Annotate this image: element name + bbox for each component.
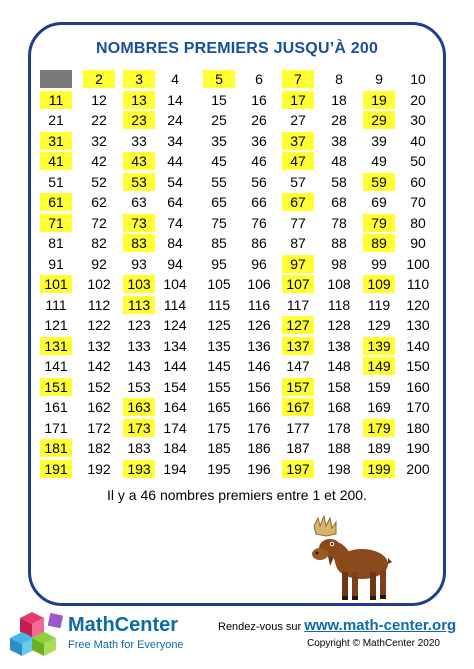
grid-cell: 135 (207, 337, 231, 354)
grid-cell: 27 (290, 112, 306, 128)
grid-cell: 170 (406, 399, 430, 415)
grid-cell: 78 (331, 214, 347, 231)
grid-cell: 121 (44, 317, 68, 333)
moose-illustration (308, 512, 394, 602)
grid-cell: 198 (327, 460, 351, 477)
grid-cell: 172 (87, 419, 111, 436)
visit-prefix: Rendez-vous sur (218, 621, 302, 633)
grid-cell: 40 (410, 132, 426, 149)
grid-cell: 128 (327, 317, 351, 333)
grid-cell: 30 (410, 112, 426, 128)
grid-cell: 44 (167, 153, 183, 169)
grid-cell: 118 (327, 296, 351, 313)
grid-cell: 45 (211, 153, 227, 169)
grid-cell: 141 (44, 358, 68, 374)
grid-cell-prime: 113 (123, 296, 155, 314)
grid-cell-prime: 139 (363, 337, 395, 355)
grid-cell-prime: 103 (123, 275, 155, 293)
summary-text: Il y a 46 nombres premiers entre 1 et 200. (107, 487, 367, 503)
grid-cell: 189 (367, 440, 391, 456)
grid-cell: 32 (91, 132, 107, 149)
grid-cell: 175 (207, 419, 231, 436)
grid-cell-prime: 7 (282, 70, 314, 88)
grid-cell: 112 (87, 296, 111, 313)
grid-cell-prime: 89 (363, 234, 395, 252)
grid-cell: 38 (331, 132, 347, 149)
grid-cell: 9 (375, 71, 383, 87)
grid-cell-prime: 97 (282, 255, 314, 273)
grid-cell-prime: 43 (123, 152, 155, 170)
grid-cell: 115 (207, 296, 231, 313)
grid-cell: 182 (87, 440, 111, 456)
grid-cell-prime: 47 (282, 152, 314, 170)
grid-cell-prime: 173 (123, 419, 155, 437)
grid-cell: 95 (211, 255, 227, 272)
grid-cell: 82 (91, 235, 107, 251)
grid-cell: 111 (45, 296, 67, 313)
grid-cell: 34 (167, 132, 183, 149)
grid-cell: 125 (207, 317, 231, 333)
brand-name: MathCenter (68, 614, 179, 636)
grid-cell: 15 (211, 91, 227, 108)
grid-cell: 177 (286, 419, 310, 436)
grid-cell: 20 (410, 91, 426, 108)
grid-cell: 124 (163, 317, 187, 333)
grid-cell: 56 (251, 173, 267, 190)
grid-cell: 80 (410, 214, 426, 231)
grid-cell-prime: 181 (40, 439, 72, 457)
grid-cell: 196 (247, 460, 271, 477)
grid-cell: 162 (87, 399, 111, 415)
grid-cell: 192 (87, 460, 111, 477)
grid-cell: 86 (251, 235, 267, 251)
grid-cell-prime: 37 (282, 132, 314, 150)
grid-cell: 156 (247, 378, 271, 395)
grid-cell: 133 (127, 337, 151, 354)
grid-cell-prime: 157 (282, 378, 314, 396)
grid-cell: 166 (247, 399, 271, 415)
grid-cell-prime: 29 (363, 111, 395, 129)
grid-cell: 10 (410, 71, 426, 87)
grid-cell: 186 (247, 440, 271, 456)
grid-cell-prime: 131 (40, 337, 72, 355)
grid-cell: 54 (167, 173, 183, 190)
grid-cell: 161 (44, 399, 68, 415)
grid-cell: 100 (406, 255, 430, 272)
grid-cell: 14 (167, 91, 183, 108)
grid-cell: 77 (290, 214, 306, 231)
grid-cell: 119 (367, 296, 391, 313)
grid-cell: 87 (290, 235, 306, 251)
grid-cell: 136 (247, 337, 271, 354)
grid-cell-prime: 101 (40, 275, 72, 293)
grid-cell: 76 (251, 214, 267, 231)
copyright-text: Copyright © MathCenter 2020 (307, 638, 440, 649)
grid-cell: 140 (406, 337, 430, 354)
grid-cell: 153 (127, 378, 151, 395)
page-title: NOMBRES PREMIERS JUSQU’À 200 (95, 40, 379, 57)
grid-cell-prime: 19 (363, 91, 395, 109)
grid-cell: 36 (251, 132, 267, 149)
grid-cell: 99 (371, 255, 387, 272)
grid-cell: 188 (327, 440, 351, 456)
grid-cell: 176 (247, 419, 271, 436)
grid-cell: 8 (335, 71, 343, 87)
grid-cell-prime: 73 (123, 214, 155, 232)
grid-cell-prime: 11 (40, 91, 72, 109)
grid-cell: 72 (91, 214, 107, 231)
grid-cell: 69 (371, 194, 387, 210)
grid-cell: 102 (87, 276, 111, 292)
grid-cell: 60 (410, 173, 426, 190)
grid-cell: 66 (251, 194, 267, 210)
grid-cell: 148 (327, 358, 351, 374)
grid-cell-prime: 167 (282, 398, 314, 416)
grid-cell: 155 (207, 378, 231, 395)
grid-cell: 85 (211, 235, 227, 251)
grid-cell-prime: 107 (282, 275, 314, 293)
grid-cell: 164 (163, 399, 187, 415)
grid-cell: 25 (211, 112, 227, 128)
grid-cell: 49 (371, 153, 387, 169)
grid-cell: 116 (247, 296, 271, 313)
grid-cell: 160 (406, 378, 430, 395)
grid-cell: 75 (211, 214, 227, 231)
grid-cell: 63 (131, 194, 147, 210)
grid-cell: 16 (251, 91, 267, 108)
grid-cell-prime: 163 (123, 398, 155, 416)
grid-cell: 24 (167, 112, 183, 128)
grid-cell: 55 (211, 173, 227, 190)
grid-cell-prime: 193 (123, 460, 155, 478)
grid-cell: 130 (406, 317, 430, 333)
grid-cell: 144 (163, 358, 187, 374)
grid-cell: 126 (247, 317, 271, 333)
grid-cell: 123 (127, 317, 151, 333)
grid-cell: 150 (406, 358, 430, 374)
grid-cell: 152 (87, 378, 111, 395)
grid-cell: 158 (327, 378, 351, 395)
grid-cell: 12 (91, 91, 107, 108)
grid-cell: 84 (167, 235, 183, 251)
grid-cell: 92 (91, 255, 107, 272)
grid-cell: 104 (163, 276, 187, 292)
grid-cell-prime: 5 (203, 70, 235, 88)
grid-cell: 147 (286, 358, 310, 374)
website-link[interactable]: www.math-center.org (304, 617, 457, 634)
grid-cell: 190 (406, 440, 430, 456)
grid-cell: 165 (207, 399, 231, 415)
grid-cell: 58 (331, 173, 347, 190)
grid-cell: 88 (331, 235, 347, 251)
grid-cell: 33 (131, 132, 147, 149)
grid-cell-prime: 109 (363, 275, 395, 293)
grid-cell-prime: 67 (282, 193, 314, 211)
grid-cell: 129 (367, 317, 391, 333)
grid-cell: 93 (131, 255, 147, 272)
grid-cell: 200 (406, 460, 430, 477)
grid-cell: 68 (331, 194, 347, 210)
grid-cell: 168 (327, 399, 351, 415)
grid-cell: 35 (211, 132, 227, 149)
grid-cell: 110 (406, 276, 430, 292)
grid-cell: 4 (171, 71, 179, 87)
grid-cell: 91 (48, 255, 64, 272)
grid-cell: 21 (48, 112, 64, 128)
grid-cell: 22 (91, 112, 107, 128)
grid-cell: 194 (163, 460, 187, 477)
grid-cell: 51 (48, 173, 64, 190)
grid-cell-one (40, 70, 72, 88)
grid-cell: 122 (87, 317, 111, 333)
grid-cell: 52 (91, 173, 107, 190)
grid-cell: 178 (327, 419, 351, 436)
grid-cell: 50 (410, 153, 426, 169)
grid-cell-prime: 3 (123, 70, 155, 88)
grid-cell: 132 (87, 337, 111, 354)
grid-cell-prime: 17 (282, 91, 314, 109)
grid-cell: 185 (207, 440, 231, 456)
grid-cell: 98 (331, 255, 347, 272)
grid-cell-prime: 191 (40, 460, 72, 478)
grid-cell: 26 (251, 112, 267, 128)
grid-cell: 48 (331, 153, 347, 169)
grid-cell: 96 (251, 255, 267, 272)
grid-cell: 138 (327, 337, 351, 354)
grid-cell-prime: 127 (282, 316, 314, 334)
grid-cell: 28 (331, 112, 347, 128)
grid-cell-prime: 199 (363, 460, 395, 478)
grid-cell: 142 (87, 358, 111, 374)
visit-line (218, 617, 456, 634)
grid-cell-prime: 23 (123, 111, 155, 129)
grid-cell: 39 (371, 132, 387, 149)
grid-cell: 74 (167, 214, 183, 231)
grid-cell-prime: 151 (40, 378, 72, 396)
grid-cell-prime: 179 (363, 419, 395, 437)
grid-cell-prime: 137 (282, 337, 314, 355)
grid-cell: 171 (44, 419, 68, 436)
grid-cell: 81 (48, 235, 64, 251)
grid-cell: 105 (207, 276, 231, 292)
grid-cell-prime: 79 (363, 214, 395, 232)
grid-cell: 195 (207, 460, 231, 477)
grid-cell-prime: 149 (363, 357, 395, 375)
grid-cell: 65 (211, 194, 227, 210)
grid-cell: 174 (163, 419, 187, 436)
grid-cell: 187 (286, 440, 310, 456)
grid-cell: 106 (247, 276, 271, 292)
mathcenter-logo-icon (8, 608, 68, 658)
grid-cell-prime: 83 (123, 234, 155, 252)
grid-cell: 6 (255, 71, 263, 87)
grid-cell: 64 (167, 194, 183, 210)
grid-cell: 146 (247, 358, 271, 374)
grid-cell: 42 (91, 153, 107, 169)
grid-cell: 134 (163, 337, 187, 354)
grid-cell-prime: 31 (40, 132, 72, 150)
grid-cell: 154 (163, 378, 187, 395)
grid-cell: 114 (163, 296, 187, 313)
grid-cell: 70 (410, 194, 426, 210)
grid-cell-prime: 71 (40, 214, 72, 232)
grid-cell: 108 (327, 276, 351, 292)
grid-cell: 18 (331, 91, 347, 108)
grid-cell-prime: 2 (83, 70, 115, 88)
grid-cell-prime: 13 (123, 91, 155, 109)
grid-cell: 145 (207, 358, 231, 374)
grid-cell: 184 (163, 440, 187, 456)
grid-cell: 94 (167, 255, 183, 272)
grid-cell: 57 (290, 173, 306, 190)
grid-cell-prime: 61 (40, 193, 72, 211)
grid-cell-prime: 197 (282, 460, 314, 478)
number-grid (40, 70, 434, 482)
grid-cell: 169 (367, 399, 391, 415)
brand-tagline: Free Math for Everyone (68, 639, 184, 651)
grid-cell-prime: 59 (363, 173, 395, 191)
grid-cell: 183 (127, 440, 151, 456)
grid-cell: 180 (406, 419, 430, 436)
grid-cell: 159 (367, 378, 391, 395)
grid-cell: 90 (410, 235, 426, 251)
grid-cell: 62 (91, 194, 107, 210)
grid-cell-prime: 53 (123, 173, 155, 191)
grid-cell: 120 (406, 296, 430, 313)
grid-cell: 143 (127, 358, 151, 374)
grid-cell: 46 (251, 153, 267, 169)
grid-cell-prime: 41 (40, 152, 72, 170)
grid-cell: 117 (286, 296, 310, 313)
